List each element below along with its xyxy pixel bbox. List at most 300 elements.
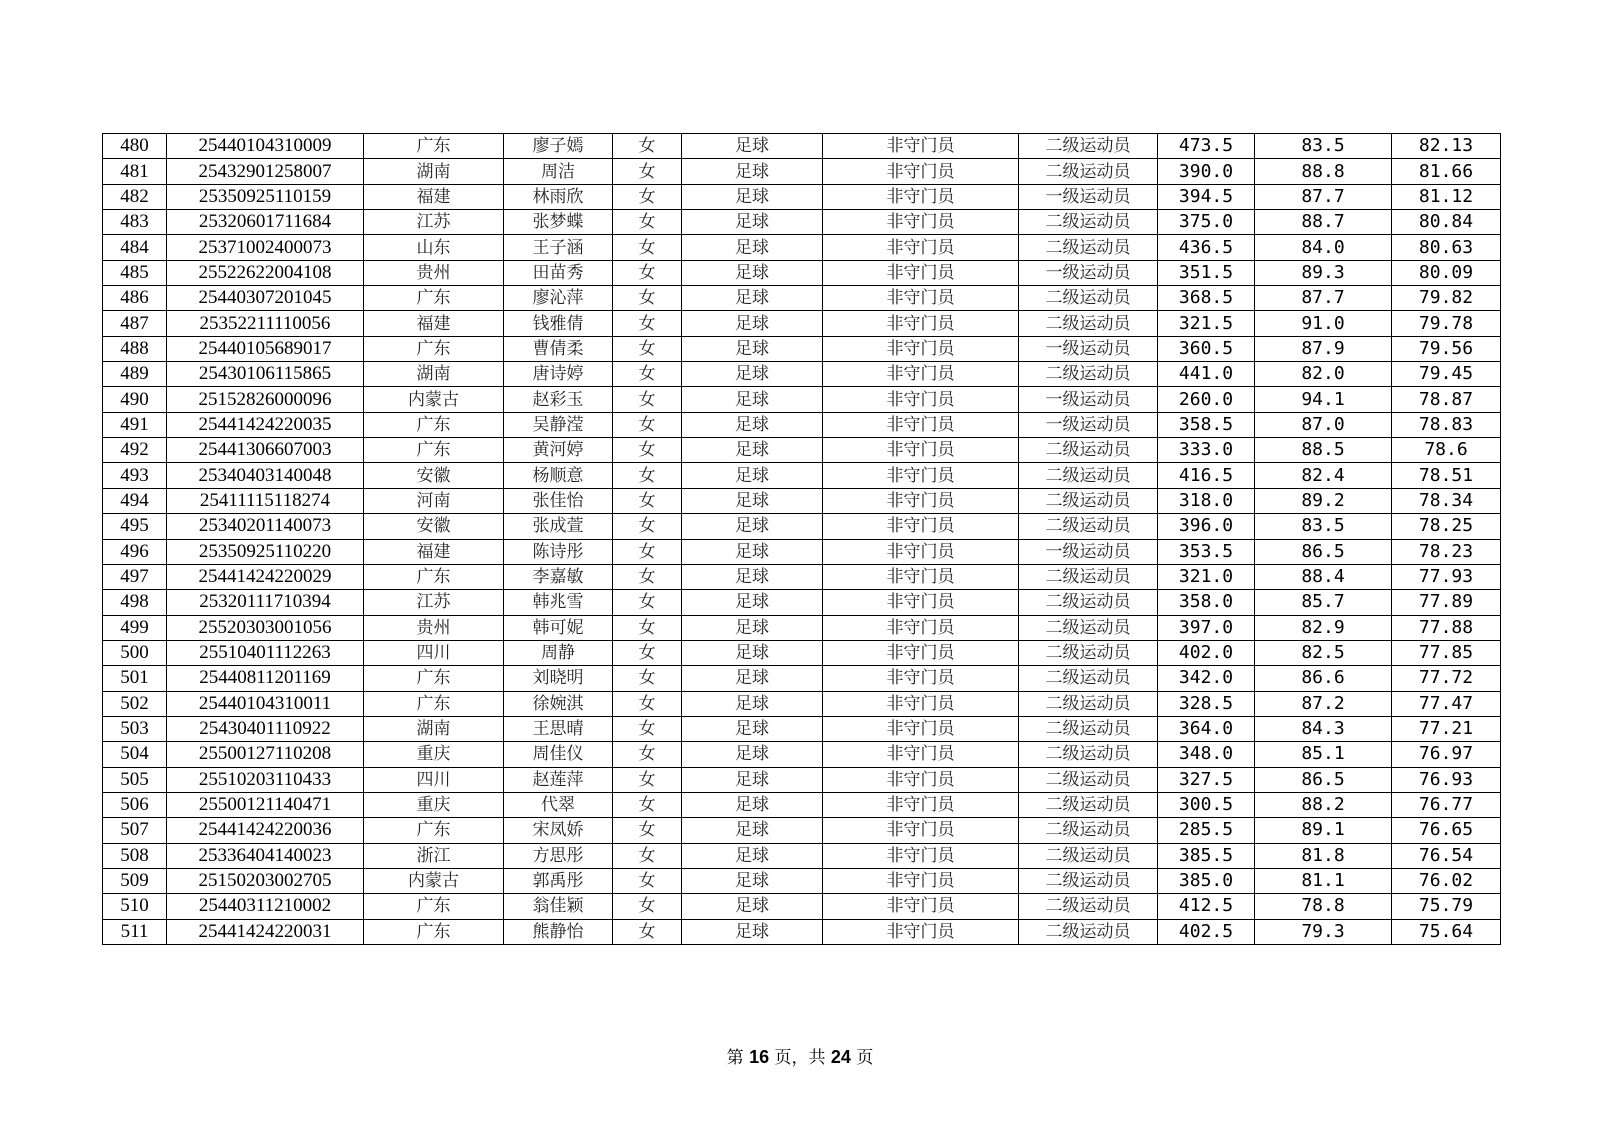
gender-cell: 女	[613, 666, 682, 691]
name-cell: 廖子嫣	[504, 134, 613, 159]
sport-cell: 足球	[682, 463, 823, 488]
score-a-cell: 300.5	[1158, 792, 1255, 817]
athlete-level-cell: 二级运动员	[1019, 210, 1158, 235]
total-score-cell: 76.54	[1392, 843, 1501, 868]
total-score-cell: 79.78	[1392, 311, 1501, 336]
row-number-cell: 507	[103, 818, 167, 843]
athlete-level-cell: 二级运动员	[1019, 666, 1158, 691]
position-cell: 非守门员	[823, 387, 1019, 412]
row-number-cell: 501	[103, 666, 167, 691]
gender-cell: 女	[613, 336, 682, 361]
score-b-cell: 87.2	[1255, 691, 1392, 716]
name-cell: 王子涵	[504, 235, 613, 260]
row-number-cell: 498	[103, 590, 167, 615]
table-row	[103, 792, 1501, 817]
table-row	[103, 235, 1501, 260]
score-b-cell: 89.1	[1255, 818, 1392, 843]
athlete-level-cell: 二级运动员	[1019, 235, 1158, 260]
province-cell: 四川	[364, 640, 504, 665]
name-cell: 徐婉淇	[504, 691, 613, 716]
table-row	[103, 362, 1501, 387]
athlete-level-cell: 二级运动员	[1019, 640, 1158, 665]
position-cell: 非守门员	[823, 792, 1019, 817]
name-cell: 廖沁萍	[504, 286, 613, 311]
score-a-cell: 385.0	[1158, 868, 1255, 893]
row-number-cell: 506	[103, 792, 167, 817]
table-row	[103, 843, 1501, 868]
score-a-cell: 441.0	[1158, 362, 1255, 387]
exam-id-cell: 25430106115865	[167, 362, 364, 387]
sport-cell: 足球	[682, 742, 823, 767]
sport-cell: 足球	[682, 336, 823, 361]
gender-cell: 女	[613, 590, 682, 615]
province-cell: 重庆	[364, 742, 504, 767]
exam-id-cell: 25411115118274	[167, 488, 364, 513]
position-cell: 非守门员	[823, 260, 1019, 285]
athlete-level-cell: 二级运动员	[1019, 868, 1158, 893]
exam-id-cell: 25340403140048	[167, 463, 364, 488]
exam-id-cell: 25152826000096	[167, 387, 364, 412]
table-row	[103, 894, 1501, 919]
total-score-cell: 82.13	[1392, 134, 1501, 159]
name-cell: 方思彤	[504, 843, 613, 868]
row-number-cell: 500	[103, 640, 167, 665]
row-number-cell: 504	[103, 742, 167, 767]
score-b-cell: 88.2	[1255, 792, 1392, 817]
sport-cell: 足球	[682, 438, 823, 463]
name-cell: 杨顺意	[504, 463, 613, 488]
exam-id-cell: 25352211110056	[167, 311, 364, 336]
score-a-cell: 358.5	[1158, 412, 1255, 437]
gender-cell: 女	[613, 792, 682, 817]
total-score-cell: 79.82	[1392, 286, 1501, 311]
sport-cell: 足球	[682, 615, 823, 640]
table-row	[103, 666, 1501, 691]
exam-id-cell: 25440104310009	[167, 134, 364, 159]
gender-cell: 女	[613, 514, 682, 539]
row-number-cell: 497	[103, 564, 167, 589]
page-footer	[0, 1043, 1600, 1068]
current-page-number: 16	[749, 1047, 770, 1067]
gender-cell: 女	[613, 260, 682, 285]
score-a-cell: 385.5	[1158, 843, 1255, 868]
table-row	[103, 564, 1501, 589]
score-b-cell: 87.7	[1255, 184, 1392, 209]
province-cell: 广东	[364, 438, 504, 463]
gender-cell: 女	[613, 412, 682, 437]
total-score-cell: 78.51	[1392, 463, 1501, 488]
athlete-level-cell: 二级运动员	[1019, 438, 1158, 463]
exam-id-cell: 25340201140073	[167, 514, 364, 539]
row-number-cell: 488	[103, 336, 167, 361]
sport-cell: 足球	[682, 666, 823, 691]
athlete-level-cell: 二级运动员	[1019, 843, 1158, 868]
sport-cell: 足球	[682, 159, 823, 184]
score-b-cell: 82.5	[1255, 640, 1392, 665]
name-cell: 陈诗彤	[504, 539, 613, 564]
total-score-cell: 80.84	[1392, 210, 1501, 235]
score-b-cell: 89.3	[1255, 260, 1392, 285]
province-cell: 内蒙古	[364, 868, 504, 893]
total-score-cell: 79.56	[1392, 336, 1501, 361]
row-number-cell: 493	[103, 463, 167, 488]
position-cell: 非守门员	[823, 210, 1019, 235]
score-a-cell: 364.0	[1158, 716, 1255, 741]
total-score-cell: 76.77	[1392, 792, 1501, 817]
row-number-cell: 484	[103, 235, 167, 260]
sport-cell: 足球	[682, 564, 823, 589]
athlete-level-cell: 一级运动员	[1019, 260, 1158, 285]
sport-cell: 足球	[682, 260, 823, 285]
name-cell: 郭禹彤	[504, 868, 613, 893]
table-row	[103, 590, 1501, 615]
gender-cell: 女	[613, 564, 682, 589]
province-cell: 四川	[364, 767, 504, 792]
score-b-cell: 82.4	[1255, 463, 1392, 488]
name-cell: 赵彩玉	[504, 387, 613, 412]
sport-cell: 足球	[682, 184, 823, 209]
athlete-level-cell: 二级运动员	[1019, 818, 1158, 843]
athlete-level-cell: 二级运动员	[1019, 894, 1158, 919]
province-cell: 江苏	[364, 210, 504, 235]
gender-cell: 女	[613, 286, 682, 311]
exam-id-cell: 25440104310011	[167, 691, 364, 716]
score-b-cell: 88.5	[1255, 438, 1392, 463]
score-a-cell: 348.0	[1158, 742, 1255, 767]
total-score-cell: 78.34	[1392, 488, 1501, 513]
province-cell: 山东	[364, 235, 504, 260]
gender-cell: 女	[613, 311, 682, 336]
exam-id-cell: 25440811201169	[167, 666, 364, 691]
sport-cell: 足球	[682, 311, 823, 336]
sport-cell: 足球	[682, 488, 823, 513]
name-cell: 周洁	[504, 159, 613, 184]
score-a-cell: 321.5	[1158, 311, 1255, 336]
athlete-level-cell: 二级运动员	[1019, 463, 1158, 488]
exam-id-cell: 25350925110159	[167, 184, 364, 209]
score-a-cell: 327.5	[1158, 767, 1255, 792]
table-row	[103, 539, 1501, 564]
table-row	[103, 488, 1501, 513]
athlete-level-cell: 一级运动员	[1019, 412, 1158, 437]
sport-cell: 足球	[682, 210, 823, 235]
province-cell: 广东	[364, 564, 504, 589]
exam-id-cell: 25440105689017	[167, 336, 364, 361]
exam-id-cell: 25440311210002	[167, 894, 364, 919]
row-number-cell: 481	[103, 159, 167, 184]
name-cell: 张佳怡	[504, 488, 613, 513]
row-number-cell: 489	[103, 362, 167, 387]
score-a-cell: 412.5	[1158, 894, 1255, 919]
gender-cell: 女	[613, 362, 682, 387]
row-number-cell: 487	[103, 311, 167, 336]
province-cell: 广东	[364, 691, 504, 716]
sport-cell: 足球	[682, 286, 823, 311]
row-number-cell: 509	[103, 868, 167, 893]
sport-cell: 足球	[682, 235, 823, 260]
province-cell: 广东	[364, 336, 504, 361]
score-a-cell: 473.5	[1158, 134, 1255, 159]
score-a-cell: 368.5	[1158, 286, 1255, 311]
exam-id-cell: 25522622004108	[167, 260, 364, 285]
position-cell: 非守门员	[823, 640, 1019, 665]
gender-cell: 女	[613, 767, 682, 792]
row-number-cell: 491	[103, 412, 167, 437]
athlete-level-cell: 二级运动员	[1019, 134, 1158, 159]
score-a-cell: 436.5	[1158, 235, 1255, 260]
row-number-cell: 499	[103, 615, 167, 640]
gender-cell: 女	[613, 818, 682, 843]
athlete-level-cell: 一级运动员	[1019, 539, 1158, 564]
name-cell: 熊静怡	[504, 919, 613, 944]
athlete-level-cell: 二级运动员	[1019, 590, 1158, 615]
gender-cell: 女	[613, 716, 682, 741]
position-cell: 非守门员	[823, 336, 1019, 361]
score-a-cell: 353.5	[1158, 539, 1255, 564]
row-number-cell: 495	[103, 514, 167, 539]
score-b-cell: 87.7	[1255, 286, 1392, 311]
row-number-cell: 485	[103, 260, 167, 285]
score-a-cell: 333.0	[1158, 438, 1255, 463]
name-cell: 吴静滢	[504, 412, 613, 437]
total-score-cell: 81.12	[1392, 184, 1501, 209]
total-score-cell: 76.93	[1392, 767, 1501, 792]
province-cell: 贵州	[364, 260, 504, 285]
position-cell: 非守门员	[823, 843, 1019, 868]
total-score-cell: 77.47	[1392, 691, 1501, 716]
score-b-cell: 82.0	[1255, 362, 1392, 387]
position-cell: 非守门员	[823, 716, 1019, 741]
position-cell: 非守门员	[823, 818, 1019, 843]
province-cell: 重庆	[364, 792, 504, 817]
position-cell: 非守门员	[823, 539, 1019, 564]
sport-cell: 足球	[682, 134, 823, 159]
gender-cell: 女	[613, 463, 682, 488]
table-row	[103, 159, 1501, 184]
total-score-cell: 77.85	[1392, 640, 1501, 665]
position-cell: 非守门员	[823, 488, 1019, 513]
exam-id-cell: 25350925110220	[167, 539, 364, 564]
athlete-level-cell: 二级运动员	[1019, 615, 1158, 640]
province-cell: 广东	[364, 894, 504, 919]
table-row	[103, 640, 1501, 665]
sport-cell: 足球	[682, 514, 823, 539]
footer-middle: 页，共	[769, 1048, 831, 1068]
score-a-cell: 396.0	[1158, 514, 1255, 539]
exam-id-cell: 25320601711684	[167, 210, 364, 235]
score-b-cell: 81.1	[1255, 868, 1392, 893]
row-number-cell: 494	[103, 488, 167, 513]
gender-cell: 女	[613, 159, 682, 184]
province-cell: 福建	[364, 311, 504, 336]
position-cell: 非守门员	[823, 514, 1019, 539]
name-cell: 韩可妮	[504, 615, 613, 640]
name-cell: 曹倩柔	[504, 336, 613, 361]
score-b-cell: 87.9	[1255, 336, 1392, 361]
province-cell: 河南	[364, 488, 504, 513]
total-score-cell: 81.66	[1392, 159, 1501, 184]
table-row	[103, 210, 1501, 235]
total-score-cell: 77.88	[1392, 615, 1501, 640]
row-number-cell: 508	[103, 843, 167, 868]
position-cell: 非守门员	[823, 868, 1019, 893]
table-row	[103, 286, 1501, 311]
score-b-cell: 89.2	[1255, 488, 1392, 513]
row-number-cell: 480	[103, 134, 167, 159]
sport-cell: 足球	[682, 640, 823, 665]
total-score-cell: 76.65	[1392, 818, 1501, 843]
exam-id-cell: 25441424220031	[167, 919, 364, 944]
row-number-cell: 490	[103, 387, 167, 412]
score-b-cell: 82.9	[1255, 615, 1392, 640]
table-row	[103, 311, 1501, 336]
score-a-cell: 342.0	[1158, 666, 1255, 691]
province-cell: 安徽	[364, 463, 504, 488]
position-cell: 非守门员	[823, 742, 1019, 767]
name-cell: 刘晓明	[504, 666, 613, 691]
row-number-cell: 510	[103, 894, 167, 919]
gender-cell: 女	[613, 387, 682, 412]
name-cell: 钱雅倩	[504, 311, 613, 336]
exam-id-cell: 25441424220035	[167, 412, 364, 437]
province-cell: 福建	[364, 184, 504, 209]
gender-cell: 女	[613, 615, 682, 640]
score-a-cell: 375.0	[1158, 210, 1255, 235]
exam-id-cell: 25150203002705	[167, 868, 364, 893]
province-cell: 江苏	[364, 590, 504, 615]
exam-id-cell: 25500127110208	[167, 742, 364, 767]
name-cell: 张梦蝶	[504, 210, 613, 235]
position-cell: 非守门员	[823, 311, 1019, 336]
score-a-cell: 394.5	[1158, 184, 1255, 209]
gender-cell: 女	[613, 235, 682, 260]
score-a-cell: 397.0	[1158, 615, 1255, 640]
name-cell: 周静	[504, 640, 613, 665]
position-cell: 非守门员	[823, 463, 1019, 488]
exam-id-cell: 25336404140023	[167, 843, 364, 868]
score-b-cell: 86.5	[1255, 767, 1392, 792]
province-cell: 贵州	[364, 615, 504, 640]
athlete-level-cell: 二级运动员	[1019, 767, 1158, 792]
row-number-cell: 492	[103, 438, 167, 463]
table-row	[103, 716, 1501, 741]
name-cell: 田苗秀	[504, 260, 613, 285]
gender-cell: 女	[613, 894, 682, 919]
province-cell: 湖南	[364, 362, 504, 387]
table-row	[103, 336, 1501, 361]
exam-id-cell: 25430401110922	[167, 716, 364, 741]
province-cell: 广东	[364, 919, 504, 944]
row-number-cell: 511	[103, 919, 167, 944]
total-score-cell: 78.6	[1392, 438, 1501, 463]
name-cell: 王思晴	[504, 716, 613, 741]
exam-id-cell: 25510401112263	[167, 640, 364, 665]
table-row	[103, 184, 1501, 209]
gender-cell: 女	[613, 640, 682, 665]
score-b-cell: 88.4	[1255, 564, 1392, 589]
exam-id-cell: 25441306607003	[167, 438, 364, 463]
sport-cell: 足球	[682, 843, 823, 868]
score-b-cell: 81.8	[1255, 843, 1392, 868]
gender-cell: 女	[613, 184, 682, 209]
athlete-level-cell: 二级运动员	[1019, 564, 1158, 589]
sport-cell: 足球	[682, 919, 823, 944]
score-b-cell: 94.1	[1255, 387, 1392, 412]
gender-cell: 女	[613, 438, 682, 463]
score-a-cell: 321.0	[1158, 564, 1255, 589]
name-cell: 唐诗婷	[504, 362, 613, 387]
province-cell: 浙江	[364, 843, 504, 868]
exam-id-cell: 25510203110433	[167, 767, 364, 792]
score-b-cell: 87.0	[1255, 412, 1392, 437]
athlete-level-cell: 一级运动员	[1019, 336, 1158, 361]
total-score-cell: 79.45	[1392, 362, 1501, 387]
score-b-cell: 88.7	[1255, 210, 1392, 235]
athlete-level-cell: 二级运动员	[1019, 691, 1158, 716]
gender-cell: 女	[613, 488, 682, 513]
exam-id-cell: 25320111710394	[167, 590, 364, 615]
score-a-cell: 260.0	[1158, 387, 1255, 412]
row-number-cell: 483	[103, 210, 167, 235]
athlete-level-cell: 二级运动员	[1019, 716, 1158, 741]
sport-cell: 足球	[682, 792, 823, 817]
position-cell: 非守门员	[823, 286, 1019, 311]
position-cell: 非守门员	[823, 184, 1019, 209]
province-cell: 内蒙古	[364, 387, 504, 412]
gender-cell: 女	[613, 210, 682, 235]
name-cell: 林雨欣	[504, 184, 613, 209]
athlete-level-cell: 二级运动员	[1019, 792, 1158, 817]
table-row	[103, 134, 1501, 159]
sport-cell: 足球	[682, 716, 823, 741]
total-score-cell: 77.21	[1392, 716, 1501, 741]
position-cell: 非守门员	[823, 691, 1019, 716]
province-cell: 广东	[364, 818, 504, 843]
total-score-cell: 76.02	[1392, 868, 1501, 893]
sport-cell: 足球	[682, 539, 823, 564]
total-score-cell: 80.63	[1392, 235, 1501, 260]
total-page-count: 24	[830, 1047, 851, 1067]
gender-cell: 女	[613, 868, 682, 893]
sport-cell: 足球	[682, 818, 823, 843]
row-number-cell: 502	[103, 691, 167, 716]
score-a-cell: 318.0	[1158, 488, 1255, 513]
score-a-cell: 402.0	[1158, 640, 1255, 665]
score-b-cell: 85.7	[1255, 590, 1392, 615]
position-cell: 非守门员	[823, 767, 1019, 792]
score-b-cell: 86.6	[1255, 666, 1392, 691]
row-number-cell: 503	[103, 716, 167, 741]
table-row	[103, 463, 1501, 488]
table-row	[103, 818, 1501, 843]
sport-cell: 足球	[682, 767, 823, 792]
score-a-cell: 358.0	[1158, 590, 1255, 615]
total-score-cell: 78.25	[1392, 514, 1501, 539]
position-cell: 非守门员	[823, 590, 1019, 615]
province-cell: 安徽	[364, 514, 504, 539]
table-row	[103, 387, 1501, 412]
score-b-cell: 86.5	[1255, 539, 1392, 564]
score-b-cell: 84.0	[1255, 235, 1392, 260]
exam-id-cell: 25500121140471	[167, 792, 364, 817]
score-b-cell: 83.5	[1255, 514, 1392, 539]
score-b-cell: 79.3	[1255, 919, 1392, 944]
name-cell: 李嘉敏	[504, 564, 613, 589]
total-score-cell: 77.93	[1392, 564, 1501, 589]
score-b-cell: 88.8	[1255, 159, 1392, 184]
score-b-cell: 78.8	[1255, 894, 1392, 919]
table-row	[103, 260, 1501, 285]
